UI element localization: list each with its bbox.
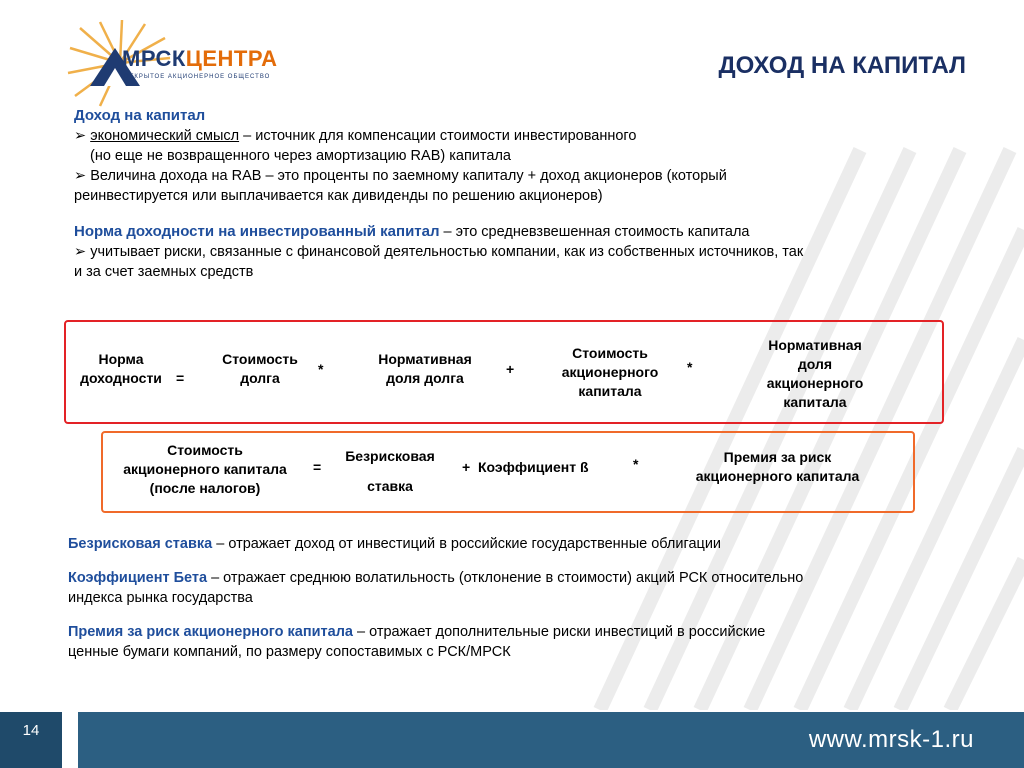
bullet-economic-meaning	[74, 126, 954, 146]
multiply-sign: *	[633, 456, 639, 472]
main-content	[74, 106, 954, 282]
formula-equity-cost-after-tax: Стоимость акционерного капитала (после налогов)	[123, 442, 287, 496]
equals-sign: =	[176, 370, 185, 386]
plus-sign: +	[506, 361, 515, 377]
heading-description: – это средневзвешенная стоимость капитала	[439, 224, 750, 240]
logo-wordmark: МРСКЦЕНТРА	[122, 46, 278, 71]
definition-text: – отражает среднюю волатильность (отклонение в стоимости) акций РСК относительно	[207, 570, 804, 586]
heading-text: Норма доходности на инвестированный капитал	[74, 223, 440, 240]
bullet-continuation: реинвестируется или выплачивается как дивиденды по решению акционеров)	[74, 188, 603, 204]
definition-term: Коэффициент Бета	[68, 570, 208, 586]
bullet-continuation: и за счет заемных средств	[74, 264, 254, 280]
arrow-bullet-icon: ➢	[74, 244, 87, 260]
multiply-sign: *	[318, 361, 324, 377]
formula-equity-cost: Стоимость акционерного капитала	[561, 345, 659, 399]
bullet-continuation: (но еще не возвращенного через амортизацию RAB) капитала	[90, 148, 511, 164]
page-number: 14	[0, 712, 62, 768]
bullet-text: – источник для компенсации стоимости инвестированного	[239, 128, 637, 144]
arrow-bullet-icon: ➢	[74, 128, 87, 144]
definition-text: индекса рынка государства	[68, 590, 253, 606]
definition-text: ценные бумаги компаний, по размеру сопоставимых с РСК/МРСК	[68, 644, 511, 660]
bullet-rab-income	[74, 166, 954, 186]
formula-debt-cost: Стоимость долга	[222, 351, 298, 386]
website-url[interactable]: www.mrsk-1.ru	[808, 726, 974, 753]
bullet-text: Величина дохода на RAB – это проценты по заемному капиталу + доход акционеров (который	[90, 168, 727, 184]
bullet-text: учитывает риски, связанные с финансовой деятельностью компании, как из собственных источников, так	[90, 244, 804, 260]
definition-term: Премия за риск акционерного капитала	[68, 624, 353, 640]
company-logo	[60, 18, 280, 108]
definitions-list	[68, 534, 948, 676]
equals-sign: =	[313, 459, 322, 475]
formula-equity-risk-premium: Премия за риск акционерного капитала	[695, 449, 860, 484]
formula-debt-share: Нормативная доля долга	[378, 351, 472, 386]
definition-beta	[68, 568, 948, 608]
section-heading-income: Доход на капитал	[74, 107, 206, 124]
definition-term: Безрисковая ставка	[68, 536, 213, 552]
arrow-bullet-icon: ➢	[74, 168, 87, 184]
formula-risk-free-rate: Безрисковая ставка	[345, 448, 435, 494]
definition-text: – отражает доход от инвестиций в российские государственные облигации	[212, 536, 722, 552]
multiply-sign: *	[687, 359, 693, 375]
formula-equity-share: Нормативная доля акционерного капитала	[766, 337, 864, 410]
term-economic-meaning: экономический смысл	[90, 128, 240, 144]
bullet-risks	[74, 242, 954, 262]
section-heading-return-rate	[74, 222, 954, 242]
definition-equity-premium	[68, 622, 948, 662]
slide-title: ДОХОД НА КАПИТАЛ	[718, 52, 966, 79]
formula-beta: Коэффициент ß	[478, 459, 589, 475]
formula-rate-of-return: Норма доходности	[80, 351, 162, 386]
definition-risk-free-rate	[68, 534, 948, 554]
definition-text: – отражает дополнительные риски инвестиций в российские	[352, 624, 766, 640]
logo-subtitle: ОТКРЫТОЕ АКЦИОНЕРНОЕ ОБЩЕСТВО	[124, 74, 271, 80]
footer-divider	[62, 712, 78, 768]
plus-sign: +	[462, 459, 471, 475]
